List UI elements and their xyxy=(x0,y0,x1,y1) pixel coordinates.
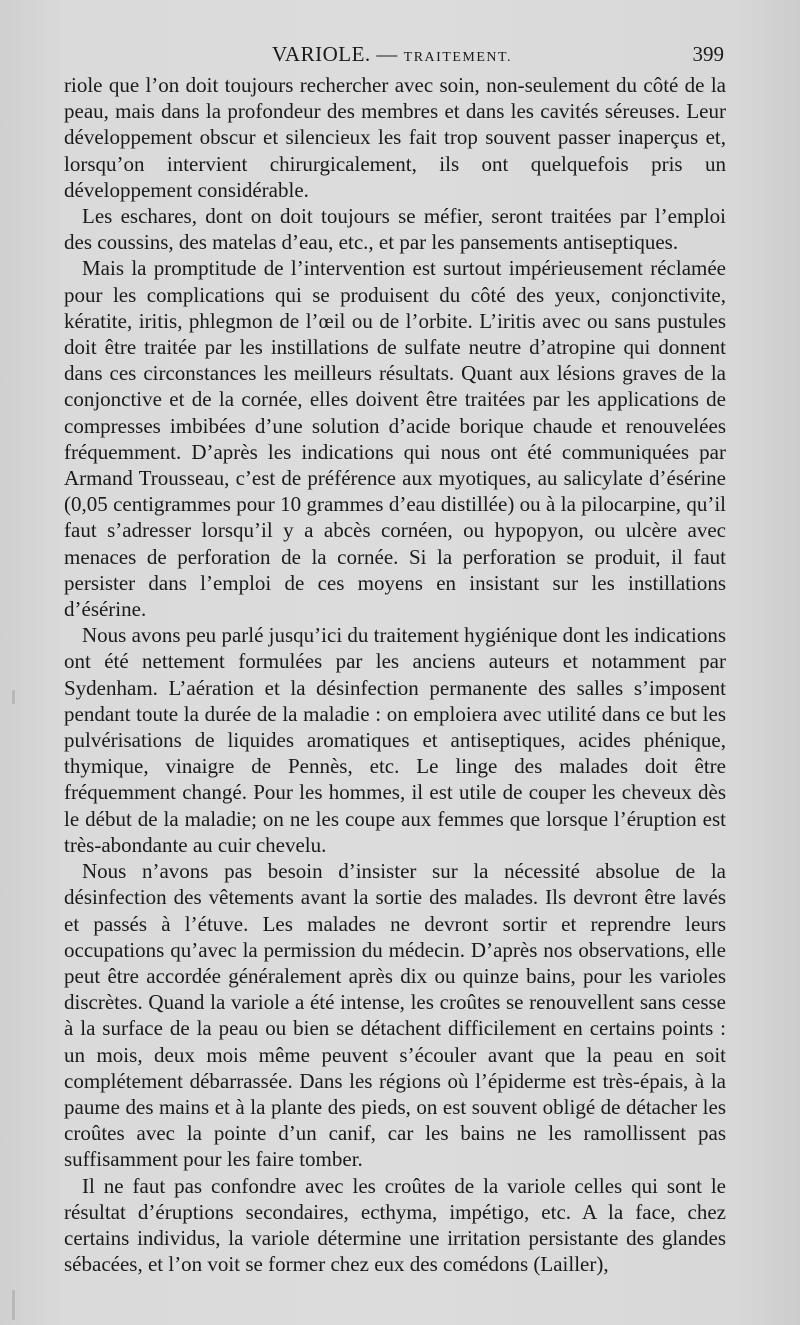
header-subtitle: TRAITEMENT. xyxy=(403,50,513,65)
paragraph: Nous n’avons pas besoin d’insister sur la nécessité absolue de la désinfection des vêtements avant la sortie des malades. Ils devront être lavés et passés à l’étuve. Les malades ne devront sortir et reprendre leurs occupations qu’avec la permission du médecin. D’après nos observations, elle peut être accordée généralement après dix ou quinze bains, pour les varioles discrètes. Quand la variole a été intense, les croûtes se renouvellent sans cesse à la surface de la peau ou bien se détachent difficilement en certains points : un mois, deux mois même peuvent s’écouler avant que la peau en soit complétement débarrassée. Dans les régions où l’épiderme est très-épais, à la paume des mains et à la plante des pieds, on est souvent obligé de détacher les croûtes avec la pointe d’un canif, car les bains ne les ramollissent pas suffisamment pour les faire tomber. xyxy=(64,859,726,1172)
running-header xyxy=(64,42,724,72)
scan-edge-mark xyxy=(12,1290,15,1320)
page-number: 399 xyxy=(692,42,724,66)
paragraph: Mais la promptitude de l’intervention est surtout impérieusement réclamée pour les complications qui se produisent du côté des yeux, conjonctivite, kératite, iritis, phlegmon de l’œil ou de l’orbite. L’iritis avec ou sans pustules doit être traitée par les instillations de sulfate neutre d’atropine qui donnent dans ces circonstances les meilleurs résultats. Quant aux lésions graves de la conjonctive et de la cornée, elles doivent être traitées par les applications de compresses imbibées d’une solution d’acide borique chaude et renouvelées fréquemment. D’après les indications qui nous ont été communiquées par Armand Trousseau, c’est de préférence aux myotiques, au salicylate d’ésérine (0,05 centigrammes pour 10 grammes d’eau distillée) ou à la pilocarpine, qu’il faut s’adresser lorsqu’il y a abcès cornéen, ou hypopyon, ou ulcère avec menaces de perforation de la cornée. Si la perforation se produit, il faut persister dans l’emploi de ces moyens en insistant sur les instillations d’ésérine. xyxy=(64,256,726,622)
header-title: VARIOLE. xyxy=(271,42,371,66)
paragraph: Les eschares, dont on doit toujours se méfier, seront traitées par l’emploi des coussins, des matelas d’eau, etc., et par les pansements antiseptiques. xyxy=(64,204,726,255)
paragraph: Nous avons peu parlé jusqu’ici du traitement hygiénique dont les indications ont été nettement formulées par les anciens auteurs et notamment par Sydenham. L’aération et la désinfection permanente des salles s’imposent pendant toute la durée de la maladie : on emploiera avec utilité dans ce but les pulvérisations de liquides aromatiques et antiseptiques, acides phénique, thymique, vinaigre de Pennès, etc. Le linge des malades doit être fréquemment changé. Pour les hommes, il est utile de couper les cheveux dès le début de la maladie; on ne les coupe aux femmes que lorsque l’éruption est très-abondante au cuir chevelu. xyxy=(64,623,726,857)
scan-edge-mark xyxy=(12,690,15,704)
header-dash: — xyxy=(376,42,398,66)
body-text xyxy=(64,72,726,1277)
paragraph: Il ne faut pas confondre avec les croûtes de la variole celles qui sont le résultat d’éruptions secondaires, ecthyma, impétigo, etc. A la face, chez certains individus, la variole détermine une irritation persistante des glandes sébacées, et l’on voit se former chez eux des comédons (Lailler), xyxy=(64,1173,726,1277)
paragraph: riole que l’on doit toujours rechercher avec soin, non-seulement du côté de la peau, mais dans la profondeur des membres et dans les cavités séreuses. Leur développement obscur et silencieux les fait trop souvent passer inaperçus et, lorsqu’on intervient chirurgicalement, ils ont quelquefois pris un développement considérable. xyxy=(64,73,726,202)
running-head-title xyxy=(64,42,720,67)
